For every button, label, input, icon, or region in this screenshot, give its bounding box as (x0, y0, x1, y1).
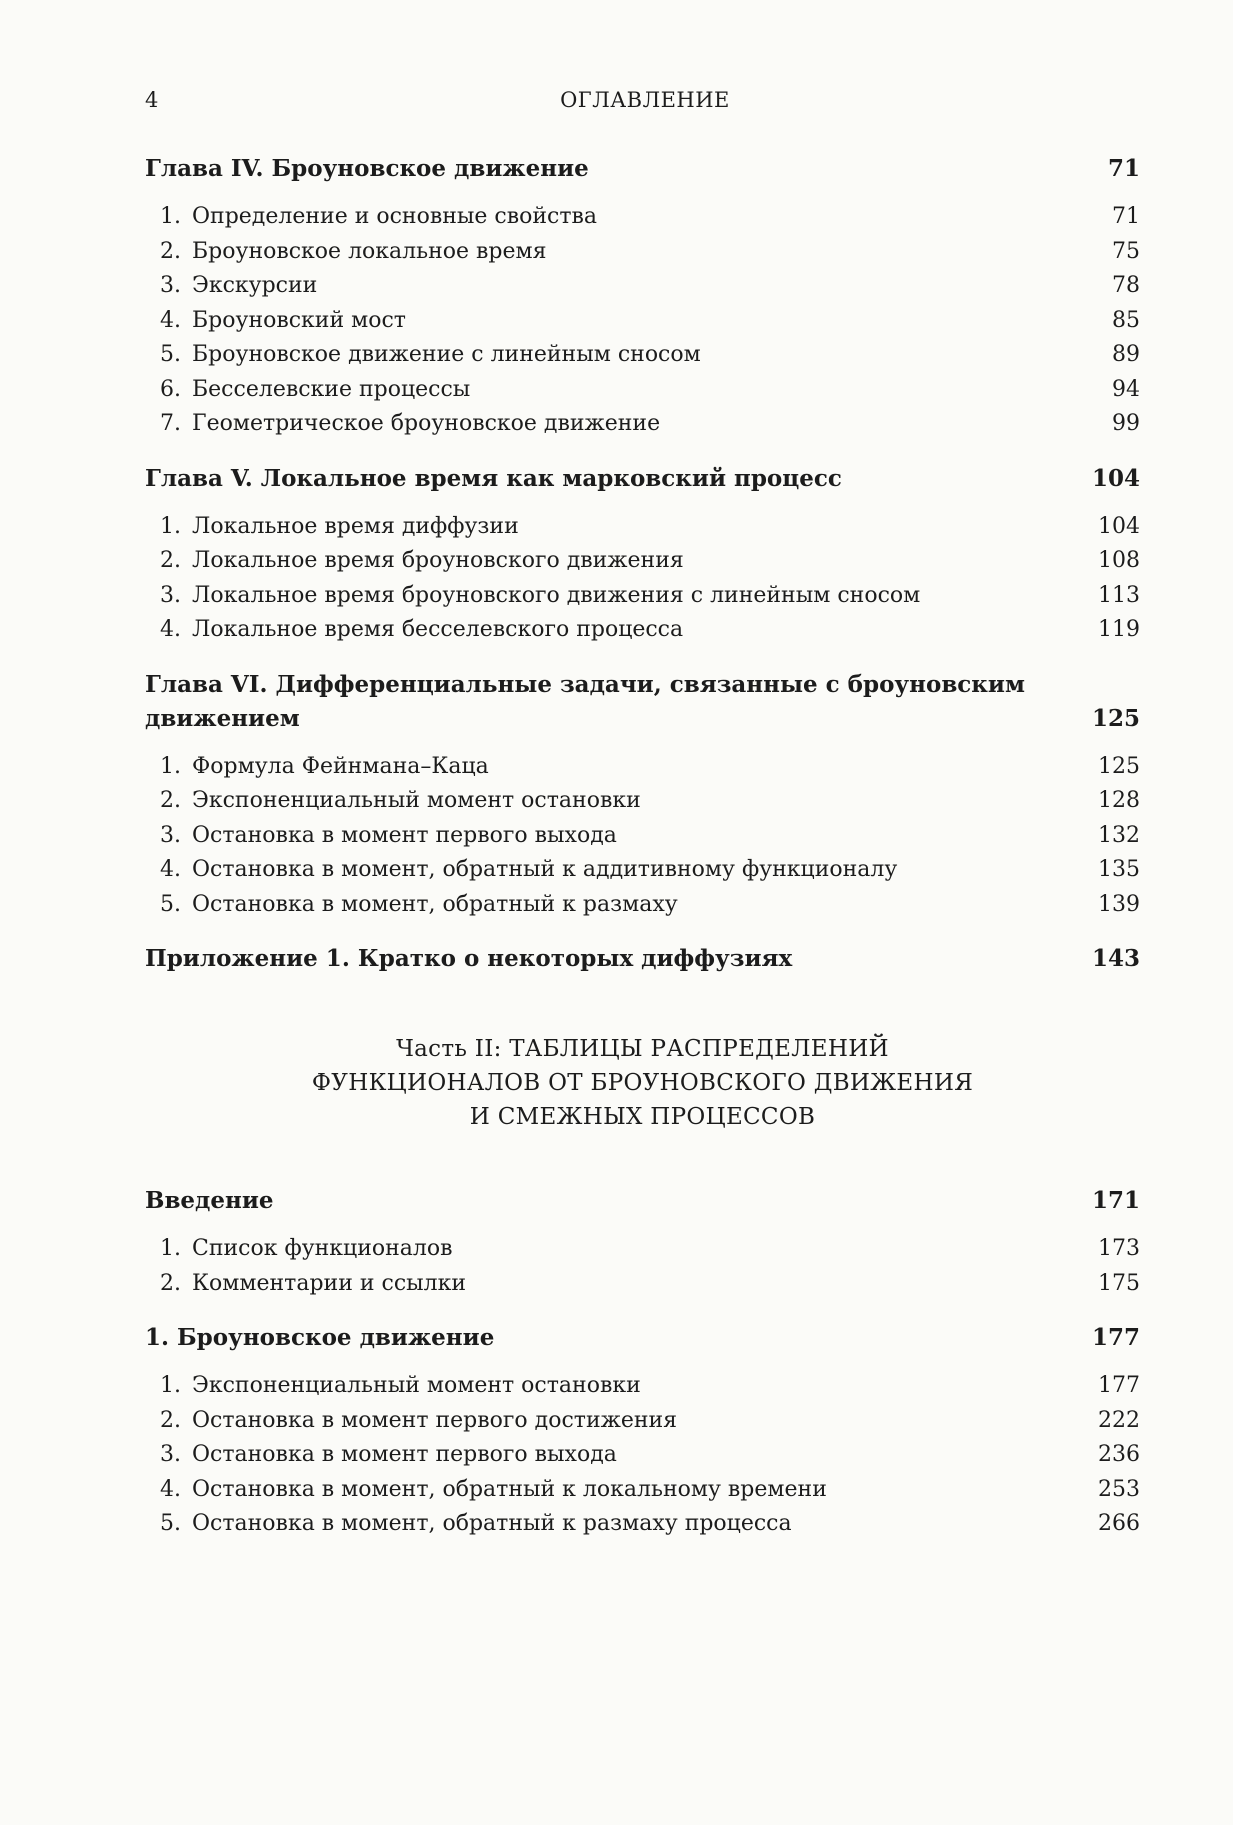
entry-number: 1. (160, 753, 181, 779)
section-list (145, 200, 1140, 442)
toc-entry (145, 269, 1140, 304)
entry-number: 1. (160, 1373, 181, 1398)
entry-title: Локальное время броуновского движения с линейным сносом (192, 582, 921, 608)
entry-number: 3. (160, 582, 181, 608)
entry-number: 4. (160, 857, 181, 882)
toc-entry (145, 819, 1140, 854)
entry-page: 236 (1098, 1442, 1140, 1467)
entry-number: 2. (160, 238, 181, 264)
toc-entry (145, 544, 1140, 579)
chapter-title: Глава V. Локальное время как марковский процесс (145, 464, 842, 492)
toc-entry (145, 1369, 1140, 1404)
entry-title: Геометрическое броуновское движение (192, 411, 661, 436)
toc-entry (145, 1404, 1140, 1439)
chapter-heading (145, 1184, 1140, 1218)
toc-entry (145, 853, 1140, 888)
chapter-title: Приложение 1. Кратко о некоторых диффузиях (145, 945, 793, 972)
entry-page: 78 (1112, 273, 1140, 298)
toc-entry (145, 373, 1140, 408)
entry-page: 89 (1112, 342, 1140, 367)
part-heading-line: Часть II: ТАБЛИЦЫ РАСПРЕДЕЛЕНИЙ (396, 1036, 889, 1062)
chapter-heading (145, 942, 1140, 976)
toc-entry (145, 1507, 1140, 1542)
chapter-heading (145, 668, 1140, 736)
entry-title: Броуновское локальное время (192, 238, 547, 264)
entry-page: 71 (1112, 204, 1140, 229)
toc-entry (145, 784, 1140, 819)
entry-title: Броуновский мост (192, 307, 406, 333)
entry-title: Остановка в момент, обратный к размаху процесса (192, 1511, 792, 1536)
toc-chapter (145, 152, 1140, 442)
section-list (145, 1232, 1140, 1301)
entry-number: 2. (160, 548, 181, 573)
chapter-title: Введение (145, 1187, 274, 1214)
entry-page: 128 (1098, 788, 1140, 813)
toc-entry (145, 510, 1140, 545)
entry-page: 253 (1098, 1476, 1140, 1502)
entry-number: 5. (160, 1511, 181, 1536)
entry-number: 2. (160, 1407, 181, 1433)
running-head (145, 88, 1145, 118)
entry-number: 7. (160, 411, 181, 436)
page-number: 4 (145, 88, 159, 112)
entry-title: Экспоненциальный момент остановки (192, 1373, 641, 1398)
entry-title: Остановка в момент, обратный к размаху (192, 891, 678, 917)
running-title: ОГЛАВЛЕНИЕ (560, 88, 730, 112)
entry-page: 104 (1098, 513, 1140, 539)
toc-entry (145, 579, 1140, 614)
entry-page: 108 (1098, 548, 1140, 573)
chapter-title: Глава IV. Броуновское движение (145, 155, 589, 182)
chapter-page: 104 (1091, 464, 1140, 492)
toc-entry (145, 407, 1140, 442)
entry-number: 3. (160, 822, 181, 848)
entry-page: 222 (1098, 1407, 1140, 1433)
entry-title: Бесселевские процессы (192, 376, 471, 402)
entry-number: 2. (160, 1270, 181, 1296)
entry-title: Локальное время бесселевского процесса (192, 617, 684, 642)
entry-page: 266 (1098, 1511, 1140, 1536)
toc-chapter (145, 668, 1140, 923)
toc-entry (145, 888, 1140, 923)
chapter-heading (145, 152, 1140, 186)
chapter-heading (145, 462, 1140, 496)
entry-number: 5. (160, 342, 181, 367)
entry-page: 135 (1098, 857, 1140, 882)
entry-number: 4. (160, 617, 181, 642)
toc-entry (145, 1473, 1140, 1508)
entry-title: Список функционалов (192, 1236, 453, 1261)
entry-title: Остановка в момент первого выхода (192, 822, 617, 848)
entry-number: 3. (160, 273, 181, 298)
entry-number: 1. (160, 513, 181, 539)
chapter-page: 177 (1091, 1324, 1140, 1351)
chapter-page: 171 (1091, 1187, 1140, 1214)
entry-title: Формула Фейнмана–Каца (192, 753, 489, 779)
section-list (145, 510, 1140, 648)
toc-chapter (145, 462, 1140, 648)
entry-page: 113 (1098, 582, 1140, 608)
entry-number: 5. (160, 891, 181, 917)
toc-entry (145, 613, 1140, 648)
toc-chapter (145, 1184, 1140, 1301)
entry-page: 99 (1112, 411, 1140, 436)
entry-title: Остановка в момент, обратный к локальному времени (192, 1476, 827, 1502)
entry-page: 119 (1098, 617, 1140, 642)
chapter-title: 1. Броуновское движение (145, 1324, 495, 1351)
entry-page: 173 (1098, 1236, 1140, 1261)
part-heading (145, 1032, 1140, 1134)
toc-entry (145, 338, 1140, 373)
entry-page: 94 (1112, 376, 1140, 402)
entry-title: Экспоненциальный момент остановки (192, 788, 641, 813)
chapter-page: 125 (1091, 704, 1140, 732)
entry-title: Остановка в момент первого выхода (192, 1442, 617, 1467)
toc-entry (145, 235, 1140, 270)
entry-title: Остановка в момент, обратный к аддитивному функционалу (192, 857, 898, 882)
entry-number: 3. (160, 1442, 181, 1467)
toc-entry (145, 750, 1140, 785)
chapter-page: 143 (1091, 945, 1140, 972)
entry-title: Определение и основные свойства (192, 204, 598, 229)
toc-entry (145, 200, 1140, 235)
entry-page: 177 (1098, 1373, 1140, 1398)
chapter-page: 71 (1107, 155, 1140, 182)
entry-page: 175 (1098, 1270, 1140, 1296)
toc-entry (145, 1232, 1140, 1267)
entry-number: 1. (160, 204, 181, 229)
entry-number: 6. (160, 376, 181, 402)
table-of-contents (145, 152, 1140, 1562)
toc-entry (145, 1438, 1140, 1473)
toc-chapter (145, 1321, 1140, 1542)
chapter-title: Глава VI. Дифференциальные задачи, связанные с броуновским движением (145, 670, 1025, 732)
entry-number: 1. (160, 1236, 181, 1261)
entry-number: 2. (160, 788, 181, 813)
entry-page: 75 (1112, 238, 1140, 264)
entry-number: 4. (160, 1476, 181, 1502)
toc-entry (145, 1267, 1140, 1302)
entry-title: Остановка в момент первого достижения (192, 1407, 678, 1433)
entry-title: Экскурсии (192, 273, 318, 298)
part-heading-line: И СМЕЖНЫХ ПРОЦЕССОВ (469, 1104, 816, 1130)
entry-title: Комментарии и ссылки (192, 1270, 467, 1296)
chapter-heading (145, 1321, 1140, 1355)
entry-page: 125 (1098, 753, 1140, 779)
toc-entry (145, 304, 1140, 339)
entry-number: 4. (160, 307, 181, 333)
entry-title: Локальное время броуновского движения (192, 548, 684, 573)
entry-page: 85 (1112, 307, 1140, 333)
entry-title: Локальное время диффузии (192, 513, 519, 539)
section-list (145, 1369, 1140, 1542)
entry-title: Броуновское движение с линейным сносом (192, 342, 701, 367)
part-heading-line: ФУНКЦИОНАЛОВ ОТ БРОУНОВСКОГО ДВИЖЕНИЯ (311, 1070, 974, 1096)
toc-appendix (145, 942, 1140, 976)
entry-page: 139 (1098, 891, 1140, 917)
section-list (145, 750, 1140, 923)
entry-page: 132 (1098, 822, 1140, 848)
